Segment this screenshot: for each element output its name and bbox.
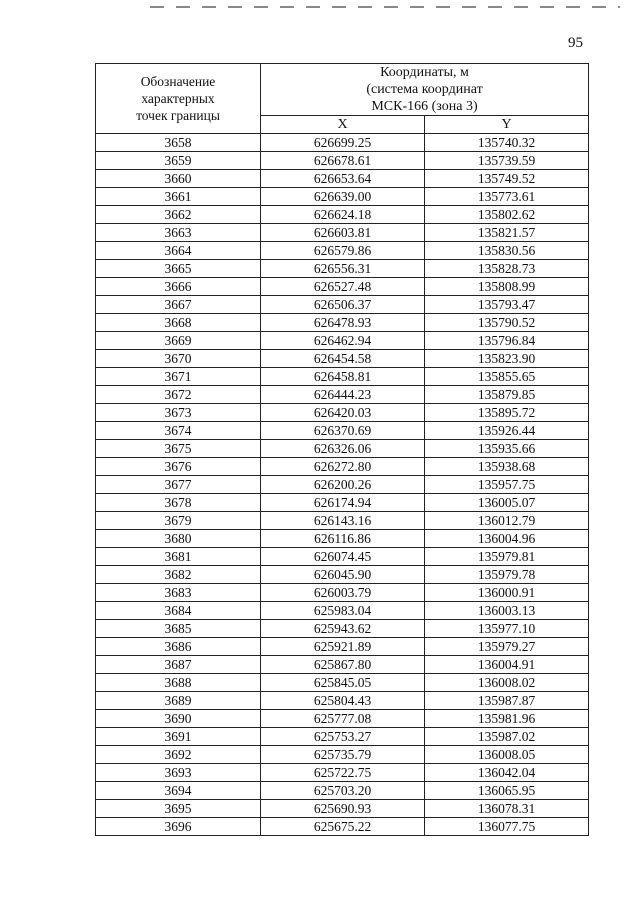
- x-coordinate-cell: 625921.89: [261, 638, 425, 656]
- point-id-cell: 3674: [96, 422, 261, 440]
- y-coordinate-cell: 135981.96: [425, 710, 589, 728]
- y-coordinate-cell: 135749.52: [425, 170, 589, 188]
- point-id-cell: 3694: [96, 782, 261, 800]
- y-coordinate-cell: 135793.47: [425, 296, 589, 314]
- point-id-cell: 3680: [96, 530, 261, 548]
- y-coordinate-cell: 135979.78: [425, 566, 589, 584]
- coords-header-line1: Координаты, м: [380, 65, 469, 80]
- x-coordinate-cell: 626370.69: [261, 422, 425, 440]
- table-row: [96, 782, 589, 800]
- y-coordinate-cell: 135790.52: [425, 314, 589, 332]
- table-row: [96, 476, 589, 494]
- x-coordinate-cell: 625722.75: [261, 764, 425, 782]
- table-row: [96, 404, 589, 422]
- table-row: [96, 350, 589, 368]
- point-id-cell: 3693: [96, 764, 261, 782]
- point-id-cell: 3689: [96, 692, 261, 710]
- table-row: [96, 800, 589, 818]
- x-coordinate-cell: 626699.25: [261, 134, 425, 152]
- point-id-cell: 3668: [96, 314, 261, 332]
- point-id-cell: 3681: [96, 548, 261, 566]
- point-id-cell: 3663: [96, 224, 261, 242]
- table-row: [96, 260, 589, 278]
- point-id-cell: 3692: [96, 746, 261, 764]
- point-id-cell: 3659: [96, 152, 261, 170]
- y-coordinate-cell: 135979.81: [425, 548, 589, 566]
- header-row: [96, 64, 589, 116]
- x-coordinate-cell: 626074.45: [261, 548, 425, 566]
- table-row: [96, 440, 589, 458]
- y-coordinate-cell: 135977.10: [425, 620, 589, 638]
- y-coordinate-cell: 136003.13: [425, 602, 589, 620]
- point-id-cell: 3669: [96, 332, 261, 350]
- y-coordinate-cell: 135802.62: [425, 206, 589, 224]
- table-row: [96, 458, 589, 476]
- point-id-cell: 3673: [96, 404, 261, 422]
- table-row: [96, 692, 589, 710]
- table-row: [96, 386, 589, 404]
- x-coordinate-cell: 626045.90: [261, 566, 425, 584]
- points-header-line2: характерных: [141, 91, 215, 106]
- x-coordinate-cell: 626200.26: [261, 476, 425, 494]
- x-coordinate-cell: 626174.94: [261, 494, 425, 512]
- x-coordinate-cell: 626579.86: [261, 242, 425, 260]
- table-row: [96, 818, 589, 836]
- table-row: [96, 188, 589, 206]
- point-id-cell: 3665: [96, 260, 261, 278]
- table-row: [96, 314, 589, 332]
- table-row: [96, 746, 589, 764]
- y-coordinate-cell: 135739.59: [425, 152, 589, 170]
- table-row: [96, 584, 589, 602]
- point-id-cell: 3684: [96, 602, 261, 620]
- table-row: [96, 206, 589, 224]
- y-coordinate-cell: 135895.72: [425, 404, 589, 422]
- y-coordinate-cell: 135855.65: [425, 368, 589, 386]
- x-coordinate-cell: 625867.80: [261, 656, 425, 674]
- x-coordinate-cell: 626527.48: [261, 278, 425, 296]
- table-row: [96, 566, 589, 584]
- y-coordinate-cell: 136000.91: [425, 584, 589, 602]
- y-coordinate-cell: 135773.61: [425, 188, 589, 206]
- point-id-cell: 3672: [96, 386, 261, 404]
- x-coordinate-cell: 626116.86: [261, 530, 425, 548]
- x-coordinate-cell: 625777.08: [261, 710, 425, 728]
- y-coordinate-cell: 136008.05: [425, 746, 589, 764]
- coordinates-table: [95, 63, 589, 836]
- table-row: [96, 170, 589, 188]
- x-column-header: X: [261, 116, 425, 134]
- table-row: [96, 332, 589, 350]
- x-coordinate-cell: 625804.43: [261, 692, 425, 710]
- point-id-cell: 3676: [96, 458, 261, 476]
- coords-header-line2: (система координат: [366, 82, 483, 97]
- table-row: [96, 134, 589, 152]
- point-id-cell: 3666: [96, 278, 261, 296]
- point-id-cell: 3671: [96, 368, 261, 386]
- point-id-cell: 3688: [96, 674, 261, 692]
- point-id-cell: 3691: [96, 728, 261, 746]
- x-coordinate-cell: 626326.06: [261, 440, 425, 458]
- y-coordinate-cell: 136005.07: [425, 494, 589, 512]
- table-row: [96, 710, 589, 728]
- point-id-cell: 3678: [96, 494, 261, 512]
- x-coordinate-cell: 625690.93: [261, 800, 425, 818]
- y-column-header: Y: [425, 116, 589, 134]
- point-id-cell: 3667: [96, 296, 261, 314]
- y-coordinate-cell: 135957.75: [425, 476, 589, 494]
- x-coordinate-cell: 626444.23: [261, 386, 425, 404]
- y-coordinate-cell: 136004.96: [425, 530, 589, 548]
- point-id-cell: 3679: [96, 512, 261, 530]
- y-coordinate-cell: 136004.91: [425, 656, 589, 674]
- x-coordinate-cell: 626143.16: [261, 512, 425, 530]
- y-coordinate-cell: 136008.02: [425, 674, 589, 692]
- table-row: [96, 620, 589, 638]
- point-id-cell: 3683: [96, 584, 261, 602]
- y-coordinate-cell: 136042.04: [425, 764, 589, 782]
- scan-edge-marks: [150, 6, 620, 8]
- table-row: [96, 674, 589, 692]
- coordinates-column-header: [261, 64, 589, 116]
- table-row: [96, 638, 589, 656]
- x-coordinate-cell: 626603.81: [261, 224, 425, 242]
- point-id-cell: 3658: [96, 134, 261, 152]
- y-coordinate-cell: 135740.32: [425, 134, 589, 152]
- point-id-cell: 3670: [96, 350, 261, 368]
- x-coordinate-cell: 625845.05: [261, 674, 425, 692]
- point-id-cell: 3664: [96, 242, 261, 260]
- y-coordinate-cell: 135830.56: [425, 242, 589, 260]
- y-coordinate-cell: 135821.57: [425, 224, 589, 242]
- table-row: [96, 422, 589, 440]
- x-coordinate-cell: 626624.18: [261, 206, 425, 224]
- point-id-cell: 3690: [96, 710, 261, 728]
- page-number: 95: [568, 35, 583, 51]
- table-row: [96, 548, 589, 566]
- points-column-header: [96, 64, 261, 134]
- x-coordinate-cell: 625983.04: [261, 602, 425, 620]
- y-coordinate-cell: 135938.68: [425, 458, 589, 476]
- point-id-cell: 3662: [96, 206, 261, 224]
- table-row: [96, 242, 589, 260]
- y-coordinate-cell: 135879.85: [425, 386, 589, 404]
- x-coordinate-cell: 626458.81: [261, 368, 425, 386]
- table-row: [96, 152, 589, 170]
- x-coordinate-cell: 626462.94: [261, 332, 425, 350]
- point-id-cell: 3686: [96, 638, 261, 656]
- x-coordinate-cell: 626556.31: [261, 260, 425, 278]
- table-row: [96, 764, 589, 782]
- x-coordinate-cell: 625675.22: [261, 818, 425, 836]
- table-row: [96, 296, 589, 314]
- x-coordinate-cell: 625753.27: [261, 728, 425, 746]
- y-coordinate-cell: 135987.87: [425, 692, 589, 710]
- coords-header-line3: МСК-166 (зона 3): [371, 99, 478, 114]
- table-header: [96, 64, 589, 134]
- table-row: [96, 656, 589, 674]
- x-coordinate-cell: 625703.20: [261, 782, 425, 800]
- table-row: [96, 224, 589, 242]
- y-coordinate-cell: 135987.02: [425, 728, 589, 746]
- x-coordinate-cell: 625943.62: [261, 620, 425, 638]
- y-coordinate-cell: 135796.84: [425, 332, 589, 350]
- y-coordinate-cell: 136065.95: [425, 782, 589, 800]
- point-id-cell: 3660: [96, 170, 261, 188]
- x-coordinate-cell: 626454.58: [261, 350, 425, 368]
- x-coordinate-cell: 626272.80: [261, 458, 425, 476]
- y-coordinate-cell: 135828.73: [425, 260, 589, 278]
- point-id-cell: 3695: [96, 800, 261, 818]
- point-id-cell: 3696: [96, 818, 261, 836]
- table-row: [96, 530, 589, 548]
- table-row: [96, 278, 589, 296]
- y-coordinate-cell: 135823.90: [425, 350, 589, 368]
- point-id-cell: 3661: [96, 188, 261, 206]
- y-coordinate-cell: 135935.66: [425, 440, 589, 458]
- table-row: [96, 512, 589, 530]
- point-id-cell: 3675: [96, 440, 261, 458]
- points-header-line3: точек границы: [136, 108, 220, 123]
- point-id-cell: 3685: [96, 620, 261, 638]
- x-coordinate-cell: 626506.37: [261, 296, 425, 314]
- table-row: [96, 494, 589, 512]
- table-row: [96, 368, 589, 386]
- point-id-cell: 3687: [96, 656, 261, 674]
- x-coordinate-cell: 626653.64: [261, 170, 425, 188]
- x-coordinate-cell: 626678.61: [261, 152, 425, 170]
- y-coordinate-cell: 135979.27: [425, 638, 589, 656]
- x-coordinate-cell: 626420.03: [261, 404, 425, 422]
- x-coordinate-cell: 625735.79: [261, 746, 425, 764]
- y-coordinate-cell: 136078.31: [425, 800, 589, 818]
- point-id-cell: 3682: [96, 566, 261, 584]
- y-coordinate-cell: 135926.44: [425, 422, 589, 440]
- table-body: [96, 134, 589, 836]
- y-coordinate-cell: 136077.75: [425, 818, 589, 836]
- x-coordinate-cell: 626003.79: [261, 584, 425, 602]
- x-coordinate-cell: 626478.93: [261, 314, 425, 332]
- table-row: [96, 602, 589, 620]
- y-coordinate-cell: 136012.79: [425, 512, 589, 530]
- point-id-cell: 3677: [96, 476, 261, 494]
- y-coordinate-cell: 135808.99: [425, 278, 589, 296]
- x-coordinate-cell: 626639.00: [261, 188, 425, 206]
- points-header-line1: Обозначение: [140, 74, 216, 89]
- table-row: [96, 728, 589, 746]
